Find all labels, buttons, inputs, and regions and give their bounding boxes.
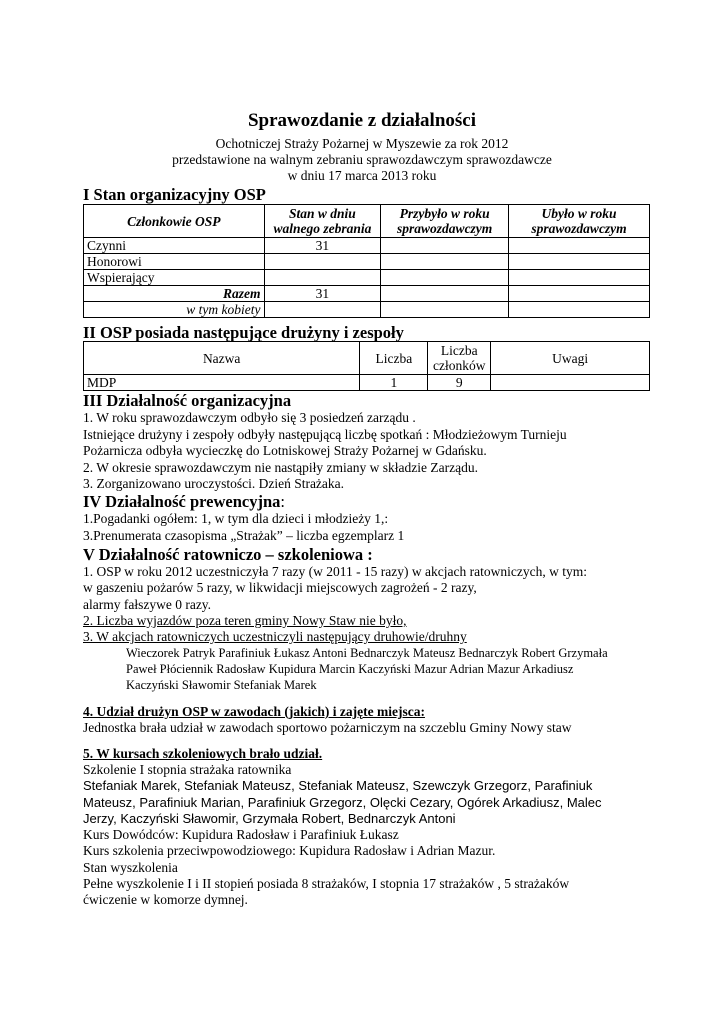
col-header-nazwa: Nazwa [84, 342, 360, 375]
section-5-underlined-2: 3. W akcjach ratowniczych uczestniczyli następujący druhowie/druhny [83, 629, 467, 644]
section-7-line-6: ćwiczenie w komorze dymnej. [83, 892, 248, 907]
section-5-line-1: 1. OSP w roku 2012 uczestniczyła 7 razy (w 2011 - 15 razy) w akcjach ratowniczych, w tym: [83, 564, 587, 579]
section-7-line-2: Kurs Dowódców: Kupidura Radosław i Parafiniuk Łukasz [83, 827, 399, 842]
section-5-line-3: alarmy fałszywe 0 razy. [83, 597, 212, 612]
row-label: Wspierający [84, 270, 265, 286]
cell-stan: 31 [264, 238, 381, 254]
cell-liczba: 1 [360, 375, 428, 391]
row-label: Razem [84, 286, 265, 302]
names-line-3: Kaczyński Sławomir Stefaniak Marek [126, 678, 317, 692]
cell-przybylo [381, 238, 509, 254]
section-3-line-2: Istniejące drużyny i zespoły odbyły następującą liczbę spotkań : Młodzieżowym Turnieju [83, 427, 567, 442]
section-7-line-1: Szkolenie I stopnia strażaka ratownika [83, 762, 292, 777]
cell-przybylo [381, 302, 509, 318]
col-header-uwagi: Uwagi [491, 342, 650, 375]
subtitle-line-3: w dniu 17 marca 2013 roku [287, 168, 437, 183]
names-line-1: Wieczorek Patryk Parafiniuk Łukasz Antoni Bednarczyk Mateusz Bednarczyk Robert Grzymała [126, 646, 608, 660]
section-7-line-3: Kurs szkolenia przeciwpowodziowego: Kupidura Radosław i Adrian Mazur. [83, 843, 496, 858]
col-header-ubylo: Ubyło w roku sprawozdawczym [509, 205, 650, 238]
col-header-przybylo: Przybyło w roku sprawozdawczym [381, 205, 509, 238]
section-3-line-5: 3. Zorganizowano uroczystości. Dzień Strażaka. [83, 476, 345, 491]
document-title: Sprawozdanie z działalności [247, 110, 476, 131]
teams-table-header [84, 342, 650, 375]
names-line-2: Paweł Płóciennik Radosław Kupidura Marcin Kaczyński Mazur Adrian Mazur Arkadiusz [126, 662, 574, 676]
section-3-heading: III Działalność organizacyjna [83, 391, 292, 410]
section-4-heading-suffix: : [280, 492, 285, 511]
row-label: Honorowi [84, 254, 265, 270]
section-7-line-5: Pełne wyszkolenie I i II stopień posiada 8 strażaków, I stopnia 17 strażaków , 5 strażaków [83, 876, 570, 891]
section-7-line-4: Stan wyszkolenia [83, 860, 178, 875]
cell-ubylo [509, 270, 650, 286]
training-names-line-3: Jerzy, Kaczyński Sławomir, Grzymała Robert, Bednarczyk Antoni [83, 811, 456, 826]
cell-przybylo [381, 270, 509, 286]
section-3-line-1: 1. W roku sprawozdawczym odbyło się 3 posiedzeń zarządu . [83, 410, 416, 425]
table-row [84, 302, 650, 318]
subtitle-line-2: przedstawione na walnym zebraniu sprawozdawczym sprawozdawcze [172, 152, 552, 167]
cell-ubylo [509, 238, 650, 254]
row-label: Czynni [84, 238, 265, 254]
cell-nazwa: MDP [84, 375, 360, 391]
col-header-czlonkow: Liczba członków [428, 342, 491, 375]
cell-przybylo [381, 254, 509, 270]
table-row [84, 375, 650, 391]
cell-ubylo [509, 302, 650, 318]
cell-uwagi [491, 375, 650, 391]
members-table-header [84, 205, 650, 238]
cell-stan: 31 [264, 286, 381, 302]
cell-czlonkow: 9 [428, 375, 491, 391]
table-row [84, 254, 650, 270]
col-header-liczba: Liczba [360, 342, 428, 375]
section-6-text: Jednostka brała udział w zawodach sportowo pożarniczym na szczeblu Gminy Nowy staw [83, 720, 572, 735]
section-1-heading: I Stan organizacyjny OSP [83, 185, 266, 204]
members-table [83, 204, 650, 318]
subtitle-line-1: Ochotniczej Straży Pożarnej w Myszewie za rok 2012 [215, 136, 509, 151]
section-5-line-2: w gaszeniu pożarów 5 razy, w likwidacji miejscowych zagrożeń - 2 razy, [83, 580, 477, 595]
col-header-stan: Stan w dniu walnego zebrania [264, 205, 381, 238]
section-7-heading: 5. W kursach szkoleniowych brało udział. [83, 746, 323, 761]
teams-table [83, 341, 650, 391]
cell-stan [264, 270, 381, 286]
cell-przybylo [381, 286, 509, 302]
cell-stan [264, 254, 381, 270]
cell-ubylo [509, 254, 650, 270]
section-4-line-2: 3.Prenumerata czasopisma „Strażak” – liczba egzemplarz 1 [83, 528, 405, 543]
row-label: w tym kobiety [84, 302, 265, 318]
section-4-heading: IV Działalność prewencyjna [83, 492, 281, 511]
section-3-line-4: 2. W okresie sprawozdawczym nie nastąpiły zmiany w składzie Zarządu. [83, 460, 478, 475]
col-header-members: Członkowie OSP [84, 205, 265, 238]
table-row [84, 286, 650, 302]
section-5-heading: V Działalność ratowniczo – szkoleniowa : [83, 545, 373, 564]
training-names-line-2: Mateusz, Parafiniuk Marian, Parafiniuk Grzegorz, Olęcki Cezary, Ogórek Arkadiusz, Malec [83, 795, 602, 810]
section-5-underlined-1: 2. Liczba wyjazdów poza teren gminy Nowy Staw nie było, [83, 613, 407, 628]
section-4-heading-row [83, 492, 285, 511]
section-3-line-3: Pożarnicza odbyła wycieczkę do Lotniskowej Straży Pożarnej w Gdańsku. [83, 443, 487, 458]
cell-stan [264, 302, 381, 318]
training-names-line-1: Stefaniak Marek, Stefaniak Mateusz, Stefaniak Mateusz, Szewczyk Grzegorz, Parafiniuk [83, 778, 593, 793]
cell-ubylo [509, 286, 650, 302]
section-6-heading: 4. Udział drużyn OSP w zawodach (jakich) i zajęte miejsca: [83, 704, 425, 719]
table-row [84, 270, 650, 286]
section-2-heading: II OSP posiada następujące drużyny i zespoły [83, 323, 404, 342]
section-4-line-1: 1.Pogadanki ogółem: 1, w tym dla dzieci i młodzieży 1,: [83, 511, 389, 526]
table-row [84, 238, 650, 254]
